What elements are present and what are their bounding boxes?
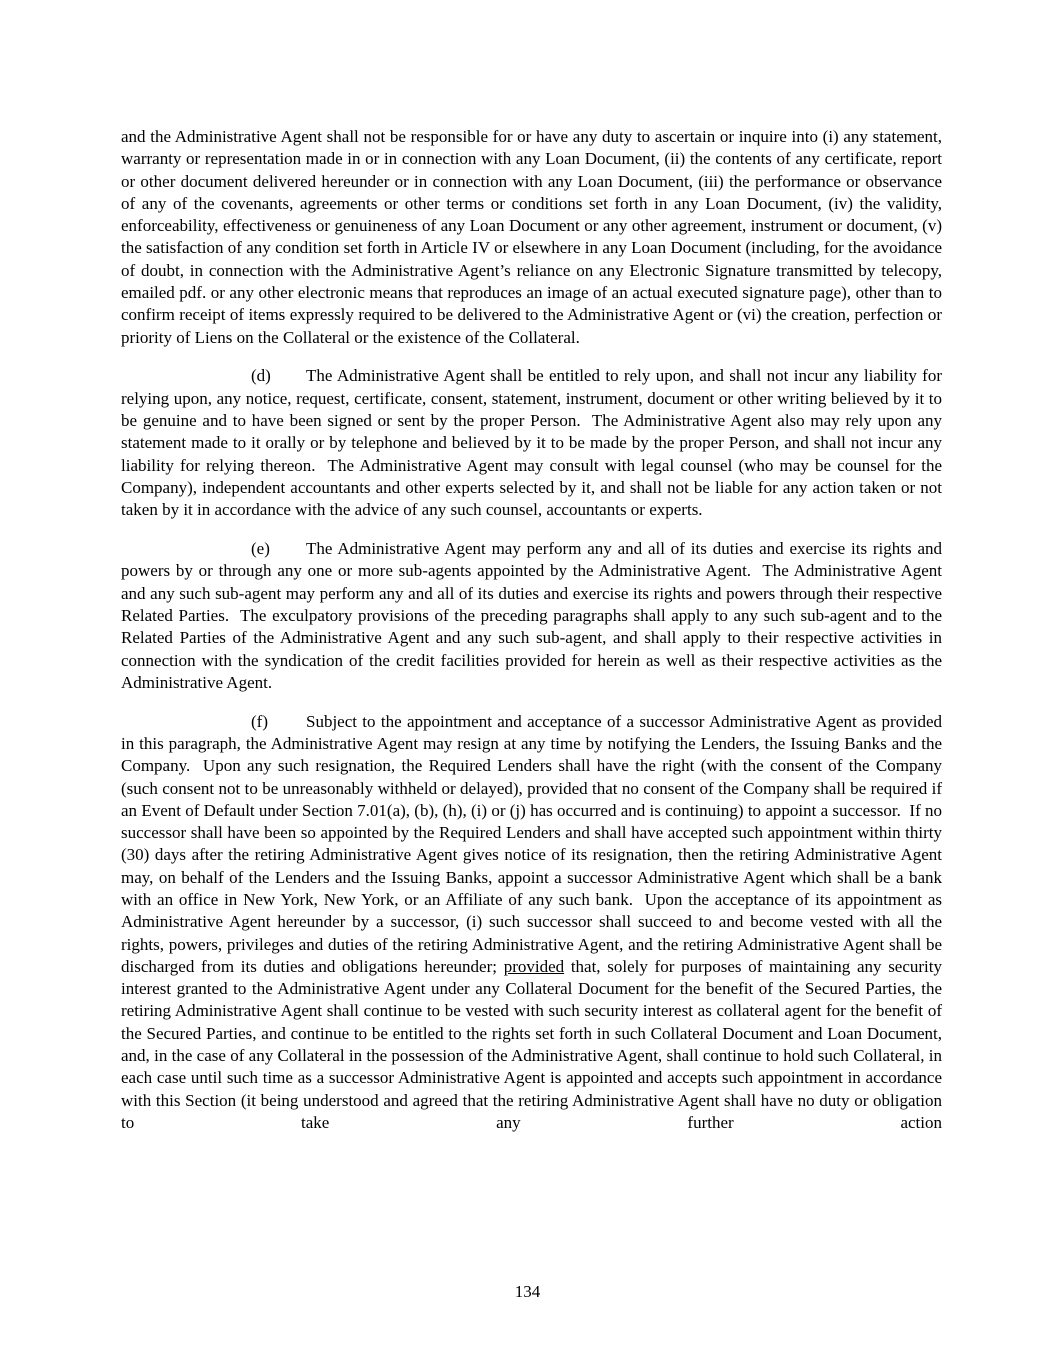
paragraph-f-label: (f) [251,711,268,731]
paragraph-text: The Administrative Agent shall be entitled to rely upon, and shall not incur any liability for relying upon, any notice, request, certificate, consent, statement, instrument, document or other writing believed by it to be genuine and to have been signed or sent by the proper Person. The Administrative Agent also may rely upon any statement made to it orally or by telephone and believed by it to be made by the proper Person, and shall not incur any liability for relying thereon. The Administrative Agent may consult with legal counsel (who may be counsel for the Company), independent accountants and other experts selected by it, and shall not be liable for any action taken or not taken by it in accordance with the advice of any such counsel, accountants or experts. [121,366,947,520]
paragraph-text: that, solely for purposes of maintaining any security interest granted to the Administrative Agent under any Collateral Document for the benefit of the Secured Parties, the retiring Administrative Agent shall continue to be vested with such security interest as collateral agent for the benefit of the Secured Parties, and continue to be entitled to the rights set forth in such Collateral Document and Loan Document, and, in the case of any Collateral in the possession of the Administrative Agent, shall continue to hold such Collateral, in each case until such time as a successor Administrative Agent is appointed and accepts such appointment in accordance with this Section (it being understood and agreed that the retiring Administrative Agent shall have no duty or obligation to take any further action [121,956,947,1132]
paragraph-e-label: (e) [251,539,270,559]
paragraph-text: The Administrative Agent may perform any and all of its duties and exercise its rights and powers by or through any one or more sub-agents appointed by the Administrative Agent. The Administrative Agent and any such sub-agent may perform any and all of its duties and exercise its rights and powers through their respective Related Parties. The exculpatory provisions of the preceding paragraphs shall apply to any such sub-agent and to the Related Parties of the Administrative Agent and any such sub-agent, and shall apply to their respective activities in connection with the syndication of the credit facilities provided for herein as well as their respective activities as the Administrative Agent. [121,539,947,692]
paragraph-f [121,711,947,1135]
page-body [121,126,947,1134]
paragraph-text: Subject to the appointment and acceptance of a successor Administrative Agent as provided in this paragraph, the Administrative Agent may resign at any time by notifying the Lenders, the Issuing Banks and the Company. Upon any such resignation, the Required Lenders shall have the right (with the consent of the Company (such consent not to be unreasonably withheld or delayed), provided that no consent of the Company shall be required if an Event of Default under Section 7.01(a), (b), (h), (i) or (j) has occurred and is continuing) to appoint a successor. If no successor shall have been so appointed by the Required Lenders and shall have accepted such appointment within thirty (30) days after the retiring Administrative Agent gives notice of its resignation, then the retiring Administrative Agent may, on behalf of the Lenders and the Issuing Banks, appoint a successor Administrative Agent which shall be a bank with an office in New York, New York, or an Affiliate of any such bank. Upon the acceptance of its appointment as Administrative Agent hereunder by a successor, (i) such successor shall succeed to and become vested with all the rights, powers, privileges and duties of the retiring Administrative Agent, and the retiring Administrative Agent shall be discharged from its duties and obligations hereunder; [121,711,947,976]
underlined-provided-term: provided [503,956,565,976]
paragraph-text: and the Administrative Agent shall not be responsible for or have any duty to ascertain or inquire into (i) any statement, warranty or representation made in or in connection with any Loan Document, (ii) the contents of any certificate, report or other document delivered hereunder or in connection with any Loan Document, (iii) the performance or observance of any of the covenants, agreements or other terms or conditions set forth in any Loan Document, (iv) the validity, enforceability, effectiveness or genuineness of any Loan Document or any other agreement, instrument or document, (v) the satisfaction of any condition set forth in Article IV or elsewhere in any Loan Document (including, for the avoidance of doubt, in connection with the Administrative Agent’s reliance on any Electronic Signature transmitted by telecopy, emailed pdf. or any other electronic means that reproduces an image of an actual executed signature page), other than to confirm receipt of items expressly required to be delivered to the Administrative Agent or (vi) the creation, perfection or priority of Liens on the Collateral or the existence of the Collateral. [121,127,947,347]
page-number: 134 [514,1282,541,1301]
paragraph-e [121,538,947,694]
paragraph-d [121,365,947,521]
paragraph-continuation [121,126,947,349]
paragraph-d-label: (d) [251,366,271,386]
